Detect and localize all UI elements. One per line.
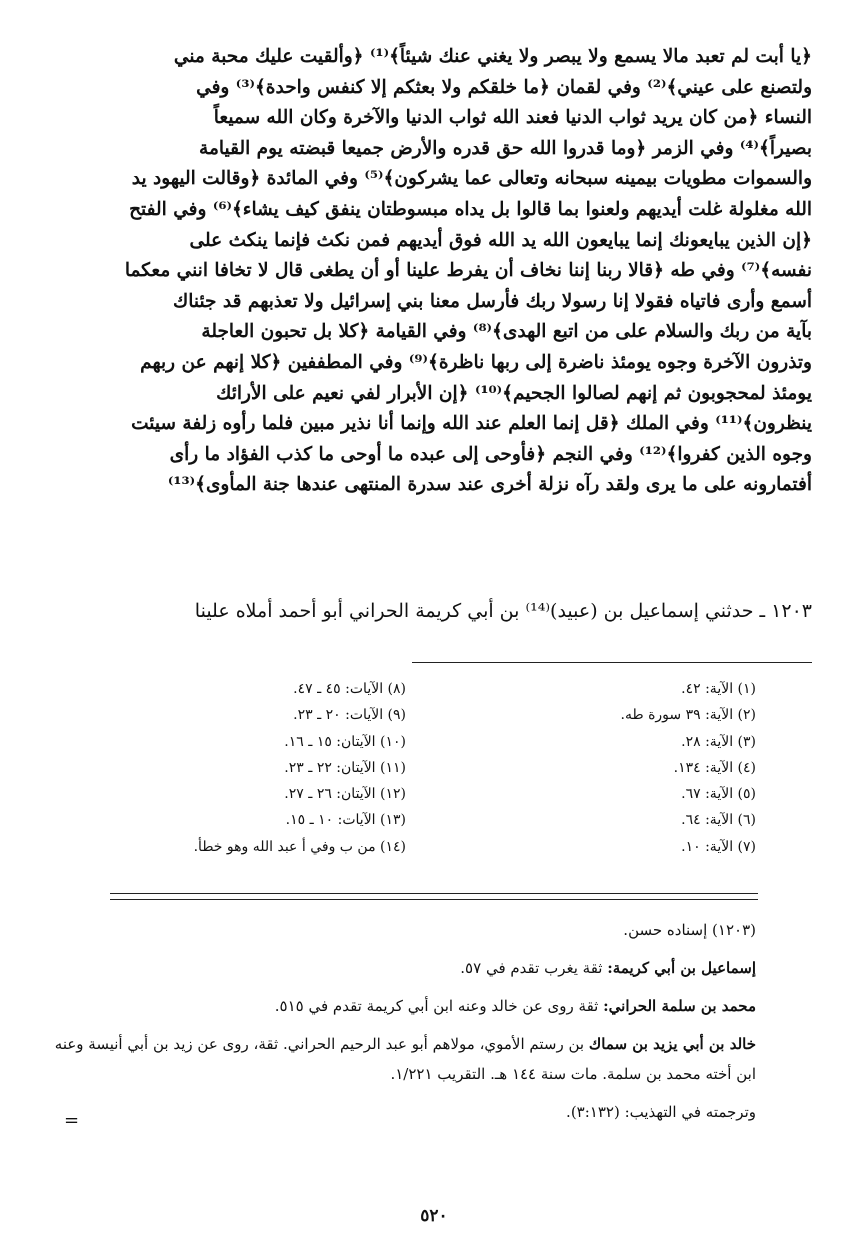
footnote-item: (٥) الآية: ٦٧. [681, 786, 756, 803]
footnote-item: (٧) الآية: ١٠. [681, 838, 756, 855]
page-number: ٥٢٠ [420, 1206, 448, 1226]
main-text-line: بصيراً﴾⁽⁴⁾ وفي الزمر ﴿وما قدروا الله حق قدره والأرض جميعا قبضته يوم القيامة [199, 137, 812, 159]
footnotes [106, 676, 756, 860]
footnote-item: (١٤) من ب وفي أ عبد الله وهو خطأ. [193, 838, 406, 855]
narrator-name: خالد بن أبي يزيد بن سماك [588, 1035, 756, 1053]
main-text-line: أسمع وأرى فاتياه فقولا إنا رسولا ربك فأرسل معنا بني إسرائيل ولا تعذبهم قد جئناك [173, 290, 812, 312]
narrator-name: محمد بن سلمة الحراني: [603, 997, 756, 1015]
footnotes-right-column [456, 676, 756, 860]
narrator-description: بن رستم الأموي، مولاهم أبو عبد الرحيم الحراني. ثقة، روى عن زيد بن أبي أنيسة وعنه ابن أخته محمد بن سلمة. مات سنة ١٤٤ هـ. التقريب ١/٢٢١. [54, 1035, 756, 1083]
main-text [64, 42, 812, 501]
narrator-entry [46, 1029, 756, 1089]
commentary [46, 915, 756, 1135]
footnote-separator [412, 662, 812, 663]
footnotes-left-column [106, 676, 406, 860]
footnote-item: (٤) الآية: ١٣٤. [673, 759, 756, 776]
main-text-line: ولتصنع على عيني﴾⁽²⁾ وفي لقمان ﴿ما خلقكم ولا بعثكم إلا كنفس واحدة﴾⁽³⁾ وفي [196, 76, 812, 98]
footnote-item: (١٢) الآيتان: ٢٦ ـ ٢٧. [284, 786, 406, 803]
narrator-entry [46, 991, 756, 1021]
narrator-description: ثقة روى عن خالد وعنه ابن أبي كريمة تقدم في ٥١٥. [274, 997, 604, 1015]
main-text-line: النساء ﴿من كان يريد ثواب الدنيا فعند الله ثواب الدنيا والآخرة وكان الله سميعاً [213, 107, 812, 129]
main-text-line: نفسه﴾⁽⁷⁾ وفي طه ﴿قالا ربنا إننا نخاف أن يفرط علينا أو أن يطغى قال لا تخافا انني معكما [124, 260, 812, 282]
commentary-separator [110, 893, 758, 900]
footnote-item: (٢) الآية: ٣٩ سورة طه. [620, 707, 756, 724]
narrator-entry [46, 953, 756, 983]
footnote-item: (٦) الآية: ٦٤. [681, 812, 756, 829]
main-text-line: وجوه الذين كفروا﴾⁽¹²⁾ وفي النجم ﴿فأوحى إلى عبده ما أوحى ما كذب الفؤاد ما رأى [169, 443, 812, 465]
main-text-line: الله مغلولة غلت أيديهم ولعنوا بما قالوا بل يداه مبسوطتان ينفق كيف يشاء﴾⁽⁶⁾ وفي الفتح [129, 198, 812, 220]
main-text-line: وتذرون الآخرة وجوه يومئذ ناضرة إلى ربها ناظرة﴾⁽⁹⁾ وفي المطففين ﴿كلا إنهم عن ربهم [140, 351, 812, 373]
main-text-line: ﴿إن الذين يبايعونك إنما يبايعون الله يد الله فوق أيديهم فمن نكث فإنما ينكث على [189, 229, 812, 251]
main-text-line: بآية من ربك والسلام على من اتبع الهدى﴾⁽⁸⁾ وفي القيامة ﴿كلا بل تحبون العاجلة [201, 321, 812, 343]
narrator-name: إسماعيل بن أبي كريمة: [607, 959, 756, 977]
footnote-item: (١١) الآيتان: ٢٢ ـ ٢٣. [284, 759, 406, 776]
narrator-description: ثقة يغرب تقدم في ٥٧. [460, 959, 608, 977]
main-text-line: أفتمارونه على ما يرى ولقد رآه نزلة أخرى عند سدرة المنتهى عندها جنة المأوى﴾⁽¹³⁾ [167, 474, 812, 496]
main-text-line: ﴿يا أبت لم تعبد مالا يسمع ولا يبصر ولا يغني عنك شيئاً﴾⁽¹⁾ ﴿وألقيت عليك محبة مني [173, 46, 812, 67]
main-text-line: والسموات مطويات بيمينه سبحانه وتعالى عما يشركون﴾⁽⁵⁾ وفي المائدة ﴿وقالت اليهود يد [131, 168, 812, 190]
footnote-item: (٣) الآية: ٢٨. [681, 733, 756, 750]
footnote-item: (١٠) الآيتان: ١٥ ـ ١٦. [284, 733, 406, 750]
hadith-header: ١٢٠٣ ـ حدثني إسماعيل بن (عبيد)⁽¹⁴⁾ بن أبي كريمة الحراني أبو أحمد أملاه علينا [194, 600, 812, 622]
footnote-item: (٩) الآيات: ٢٠ ـ ٢٣. [293, 707, 406, 724]
main-text-line: ينظرون﴾⁽¹¹⁾ وفي الملك ﴿قل إنما العلم عند الله وإنما أنا نذير مبين فلما رأوه زلفة سيئت [131, 413, 812, 435]
footnote-item: (١) الآية: ٤٢. [681, 681, 756, 697]
footnote-item: (١٣) الآيات: ١٠ ـ ١٥. [285, 812, 406, 829]
footnote-item: (٨) الآيات: ٤٥ ـ ٤٧. [293, 681, 406, 697]
main-text-line: يومئذ لمحجوبون ثم إنهم لصالوا الجحيم﴾⁽¹⁰⁾ ﴿إن الأبرار لفي نعيم على الأرائك [216, 382, 812, 404]
isnad-grade: (١٢٠٣) إسناده حسن. [623, 921, 756, 939]
tahdhib-reference: وترجمته في التهذيب: (٣:١٣٢). [566, 1103, 756, 1121]
margin-mark: = [64, 1110, 80, 1131]
